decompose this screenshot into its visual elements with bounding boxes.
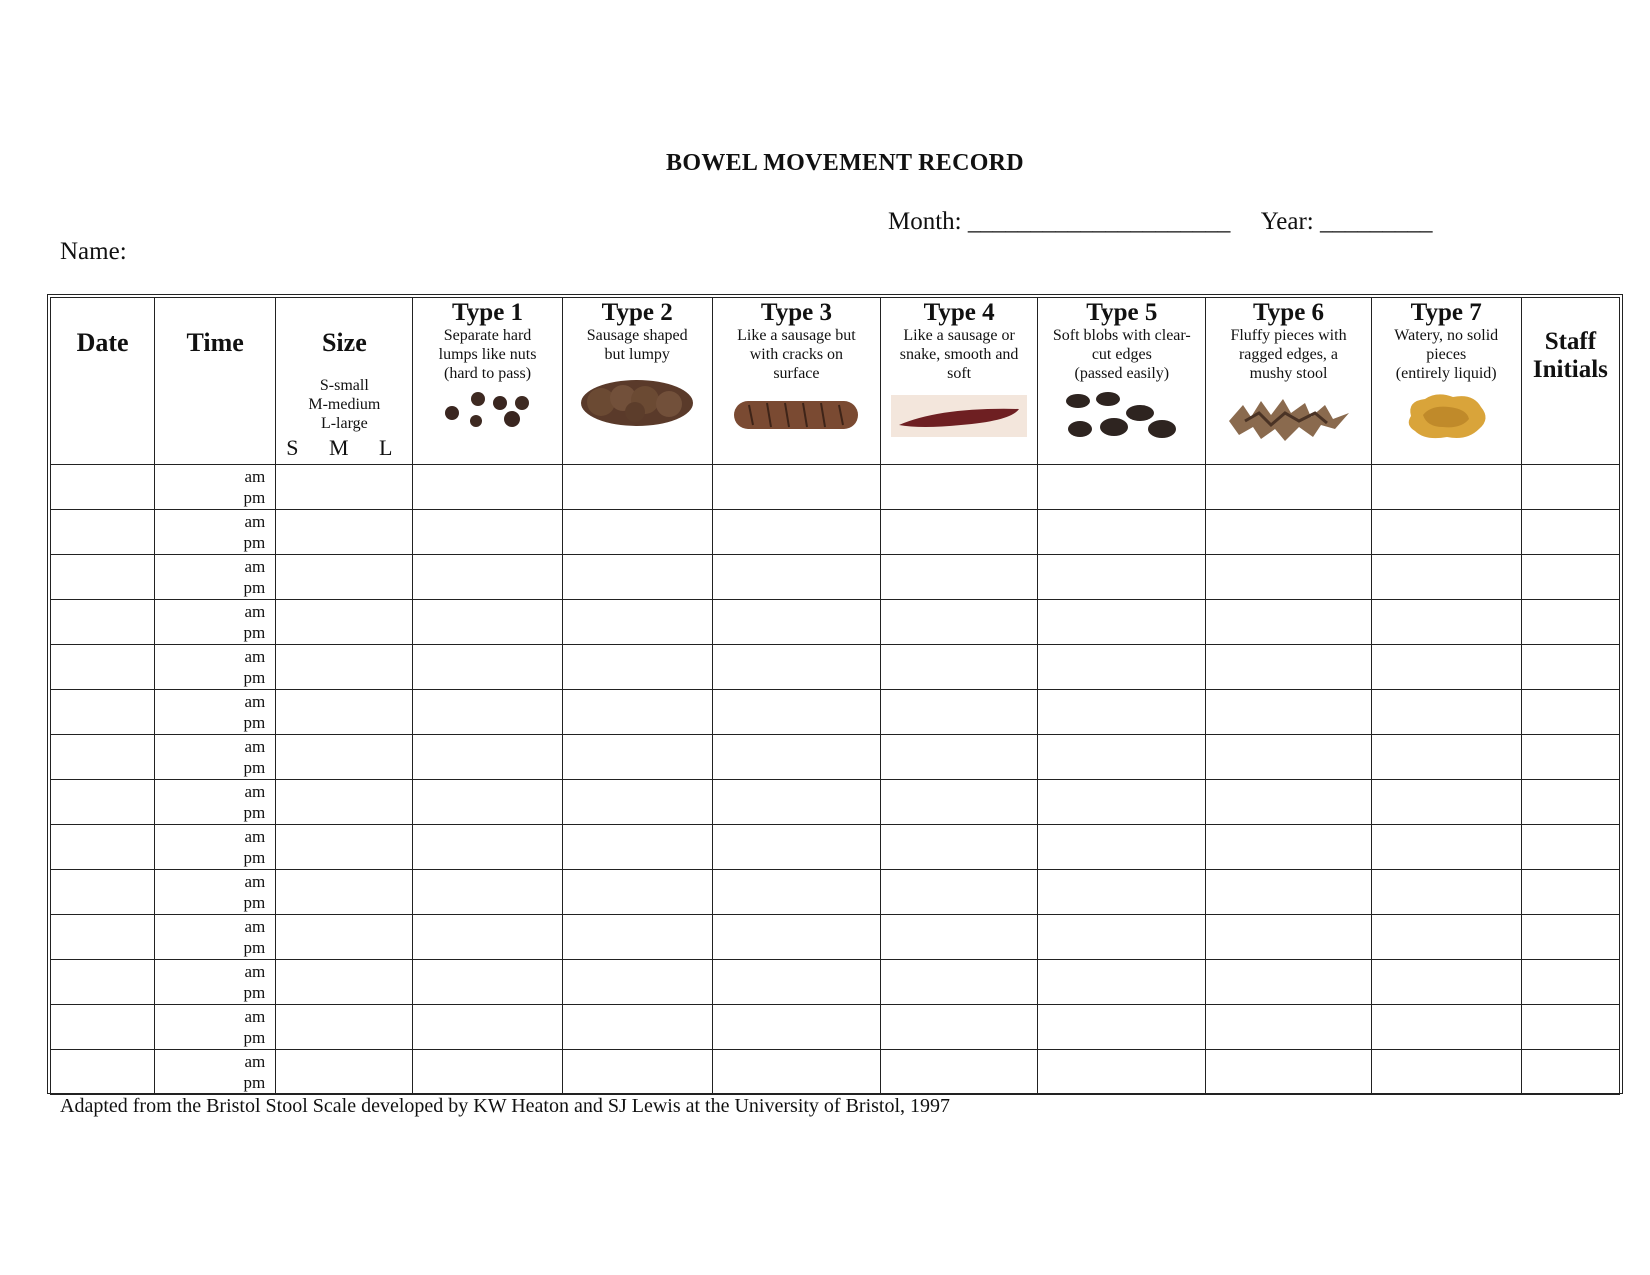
date-cell[interactable] xyxy=(51,510,155,555)
time-cell[interactable] xyxy=(155,870,276,915)
type-3-cell[interactable] xyxy=(712,825,880,870)
type-2-cell[interactable] xyxy=(562,555,712,600)
type-6-cell[interactable] xyxy=(1206,1050,1371,1095)
table-row xyxy=(51,1050,1620,1095)
smooth-snake-icon xyxy=(881,395,1037,442)
type-7-cell[interactable] xyxy=(1371,1050,1521,1095)
size-key: S-small M-medium L-large xyxy=(308,377,381,432)
type-3-cell[interactable] xyxy=(712,645,880,690)
table-row xyxy=(51,645,1620,690)
type-6-cell[interactable] xyxy=(1206,600,1371,645)
size-cell[interactable] xyxy=(276,690,413,735)
time-cell[interactable] xyxy=(155,1050,276,1095)
type-3-header: Type 3 Like a sausage but with cracks on surface xyxy=(712,298,880,465)
type-5-cell[interactable] xyxy=(1038,960,1206,1005)
date-cell[interactable] xyxy=(51,1050,155,1095)
type-4-cell[interactable] xyxy=(881,690,1038,735)
date-cell[interactable] xyxy=(51,960,155,1005)
time-cell[interactable] xyxy=(155,915,276,960)
type-7-cell[interactable] xyxy=(1371,825,1521,870)
type-7-cell[interactable] xyxy=(1371,735,1521,780)
type-4-cell[interactable] xyxy=(881,870,1038,915)
pm-label[interactable]: pm xyxy=(243,668,266,687)
type-1-cell[interactable] xyxy=(413,690,562,735)
record-table-frame xyxy=(47,294,1623,1094)
staff-initials-cell[interactable] xyxy=(1521,735,1619,780)
staff-initials-header: Staff Initials xyxy=(1521,298,1619,465)
time-cell[interactable] xyxy=(155,735,276,780)
type-3-cell[interactable] xyxy=(712,915,880,960)
type-6-cell[interactable] xyxy=(1206,1005,1371,1050)
page-title: BOWEL MOVEMENT RECORD xyxy=(666,150,1024,176)
size-cell[interactable] xyxy=(276,1005,413,1050)
type-6-cell[interactable] xyxy=(1206,915,1371,960)
type-5-cell[interactable] xyxy=(1038,555,1206,600)
type-6-cell[interactable] xyxy=(1206,690,1371,735)
date-cell[interactable] xyxy=(51,780,155,825)
type-4-header: Type 4 Like a sausage or snake, smooth and soft xyxy=(881,298,1038,465)
staff-initials-cell[interactable] xyxy=(1521,1050,1619,1095)
type-4-cell[interactable] xyxy=(881,600,1038,645)
staff-initials-cell[interactable] xyxy=(1521,780,1619,825)
type-5-cell[interactable] xyxy=(1038,870,1206,915)
type-4-cell[interactable] xyxy=(881,465,1038,510)
type-4-cell[interactable] xyxy=(881,915,1038,960)
name-label: Name: xyxy=(60,238,127,265)
type-7-header: Type 7 Watery, no solid pieces (entirely liquid) xyxy=(1371,298,1521,465)
fluffy-pieces-icon xyxy=(1206,391,1370,450)
am-label[interactable]: am xyxy=(244,962,266,981)
type-6-cell[interactable] xyxy=(1206,465,1371,510)
type-2-cell[interactable] xyxy=(562,1005,712,1050)
date-cell[interactable] xyxy=(51,735,155,780)
size-cell[interactable] xyxy=(276,510,413,555)
type-4-cell[interactable] xyxy=(881,780,1038,825)
type-6-cell[interactable] xyxy=(1206,870,1371,915)
table-row xyxy=(51,555,1620,600)
pm-label[interactable]: pm xyxy=(243,623,266,642)
size-cell[interactable] xyxy=(276,870,413,915)
pm-label[interactable]: pm xyxy=(243,803,266,822)
record-table xyxy=(50,297,1620,1095)
size-cell[interactable] xyxy=(276,600,413,645)
staff-initials-cell[interactable] xyxy=(1521,645,1619,690)
table-row xyxy=(51,780,1620,825)
type-7-cell[interactable] xyxy=(1371,555,1521,600)
staff-initials-cell[interactable] xyxy=(1521,870,1619,915)
pm-label[interactable]: pm xyxy=(243,758,266,777)
staff-initials-cell[interactable] xyxy=(1521,465,1619,510)
type-6-cell[interactable] xyxy=(1206,825,1371,870)
time-cell[interactable] xyxy=(155,825,276,870)
type-4-cell[interactable] xyxy=(881,960,1038,1005)
am-label[interactable]: am xyxy=(244,737,266,756)
type-4-cell[interactable] xyxy=(881,735,1038,780)
type-6-header: Type 6 Fluffy pieces with ragged edges, a mushy stool xyxy=(1206,298,1371,465)
am-label[interactable]: am xyxy=(244,647,266,666)
staff-initials-cell[interactable] xyxy=(1521,690,1619,735)
size-option-s: S xyxy=(286,435,299,460)
type-4-cell[interactable] xyxy=(881,1050,1038,1095)
type-1-cell[interactable] xyxy=(413,555,562,600)
table-row xyxy=(51,600,1620,645)
type-4-cell[interactable] xyxy=(881,1005,1038,1050)
cracked-sausage-icon xyxy=(713,395,880,440)
pm-label[interactable]: pm xyxy=(243,893,266,912)
type-7-cell[interactable] xyxy=(1371,600,1521,645)
type-2-cell[interactable] xyxy=(562,870,712,915)
am-label[interactable]: am xyxy=(244,1052,266,1071)
size-cell[interactable] xyxy=(276,645,413,690)
table-row xyxy=(51,510,1620,555)
date-cell[interactable] xyxy=(51,645,155,690)
date-cell[interactable] xyxy=(51,690,155,735)
type-1-cell[interactable] xyxy=(413,1050,562,1095)
size-cell[interactable] xyxy=(276,915,413,960)
size-cell[interactable] xyxy=(276,780,413,825)
type-3-cell[interactable] xyxy=(712,780,880,825)
type-5-cell[interactable] xyxy=(1038,510,1206,555)
size-cell[interactable] xyxy=(276,465,413,510)
hard-lumps-icon xyxy=(413,391,561,442)
type-5-cell[interactable] xyxy=(1038,600,1206,645)
size-cell[interactable] xyxy=(276,1050,413,1095)
type-4-cell[interactable] xyxy=(881,510,1038,555)
date-cell[interactable] xyxy=(51,555,155,600)
data-rows xyxy=(51,465,1620,1095)
time-cell[interactable] xyxy=(155,690,276,735)
date-cell[interactable] xyxy=(51,915,155,960)
type-6-cell[interactable] xyxy=(1206,555,1371,600)
type-7-cell[interactable] xyxy=(1371,1005,1521,1050)
table-row xyxy=(51,465,1620,510)
type-7-cell[interactable] xyxy=(1371,960,1521,1005)
type-2-cell[interactable] xyxy=(562,465,712,510)
type-2-cell[interactable] xyxy=(562,735,712,780)
am-label[interactable]: am xyxy=(244,557,266,576)
type-2-cell[interactable] xyxy=(562,645,712,690)
type-5-cell[interactable] xyxy=(1038,825,1206,870)
type-1-cell[interactable] xyxy=(413,915,562,960)
type-4-cell[interactable] xyxy=(881,555,1038,600)
type-2-cell[interactable] xyxy=(562,915,712,960)
date-cell[interactable] xyxy=(51,600,155,645)
type-5-cell[interactable] xyxy=(1038,1005,1206,1050)
am-label[interactable]: am xyxy=(244,512,266,531)
month-label: Month: xyxy=(888,208,962,235)
time-cell[interactable] xyxy=(155,465,276,510)
type-1-cell[interactable] xyxy=(413,1005,562,1050)
am-label[interactable]: am xyxy=(244,602,266,621)
table-row xyxy=(51,960,1620,1005)
table-row xyxy=(51,690,1620,735)
type-3-cell[interactable] xyxy=(712,690,880,735)
am-label[interactable]: am xyxy=(244,827,266,846)
month-year-line xyxy=(888,208,1432,236)
staff-initials-cell[interactable] xyxy=(1521,510,1619,555)
date-cell[interactable] xyxy=(51,465,155,510)
type-5-cell[interactable] xyxy=(1038,645,1206,690)
size-option-l: L xyxy=(378,435,393,460)
size-cell[interactable] xyxy=(276,960,413,1005)
table-row xyxy=(51,735,1620,780)
pm-label[interactable]: pm xyxy=(243,1073,266,1092)
time-cell[interactable] xyxy=(155,600,276,645)
lumpy-sausage-icon xyxy=(563,378,712,433)
staff-initials-cell[interactable] xyxy=(1521,600,1619,645)
type-4-cell[interactable] xyxy=(881,645,1038,690)
type-3-cell[interactable] xyxy=(712,1005,880,1050)
size-options xyxy=(276,435,412,461)
am-label[interactable]: am xyxy=(244,872,266,891)
type-1-cell[interactable] xyxy=(413,465,562,510)
type-7-cell[interactable] xyxy=(1371,870,1521,915)
am-label[interactable]: am xyxy=(244,782,266,801)
type-1-cell[interactable] xyxy=(413,960,562,1005)
type-6-cell[interactable] xyxy=(1206,735,1371,780)
staff-initials-cell[interactable] xyxy=(1521,960,1619,1005)
type-7-cell[interactable] xyxy=(1371,915,1521,960)
staff-initials-cell[interactable] xyxy=(1521,555,1619,600)
pm-label[interactable]: pm xyxy=(243,713,266,732)
time-cell[interactable] xyxy=(155,960,276,1005)
type-3-cell[interactable] xyxy=(712,870,880,915)
type-2-cell[interactable] xyxy=(562,960,712,1005)
size-cell[interactable] xyxy=(276,735,413,780)
pm-label[interactable]: pm xyxy=(243,488,266,507)
type-3-cell[interactable] xyxy=(712,1050,880,1095)
type-5-cell[interactable] xyxy=(1038,1050,1206,1095)
date-cell[interactable] xyxy=(51,870,155,915)
type-5-cell[interactable] xyxy=(1038,735,1206,780)
type-3-cell[interactable] xyxy=(712,960,880,1005)
soft-blobs-icon xyxy=(1038,391,1205,446)
type-4-cell[interactable] xyxy=(881,825,1038,870)
table-row xyxy=(51,825,1620,870)
table-row xyxy=(51,870,1620,915)
type-7-cell[interactable] xyxy=(1371,780,1521,825)
type-1-cell[interactable] xyxy=(413,780,562,825)
time-cell[interactable] xyxy=(155,555,276,600)
type-5-cell[interactable] xyxy=(1038,915,1206,960)
type-2-cell[interactable] xyxy=(562,1050,712,1095)
pm-label[interactable]: pm xyxy=(243,938,266,957)
type-5-cell[interactable] xyxy=(1038,465,1206,510)
type-3-cell[interactable] xyxy=(712,555,880,600)
type-2-cell[interactable] xyxy=(562,690,712,735)
size-cell[interactable] xyxy=(276,825,413,870)
type-6-cell[interactable] xyxy=(1206,780,1371,825)
size-header: Size S-small M-medium L-large S M L xyxy=(276,298,413,465)
type-2-cell[interactable] xyxy=(562,510,712,555)
date-cell[interactable] xyxy=(51,1005,155,1050)
type-1-cell[interactable] xyxy=(413,735,562,780)
staff-initials-cell[interactable] xyxy=(1521,825,1619,870)
type-1-header: Type 1 Separate hard lumps like nuts (hard to pass) xyxy=(413,298,562,465)
type-7-cell[interactable] xyxy=(1371,690,1521,735)
type-2-header: Type 2 Sausage shaped but lumpy xyxy=(562,298,712,465)
type-2-cell[interactable] xyxy=(562,600,712,645)
type-7-cell[interactable] xyxy=(1371,465,1521,510)
type-1-cell[interactable] xyxy=(413,510,562,555)
type-1-cell[interactable] xyxy=(413,645,562,690)
header-row xyxy=(51,298,1620,465)
pm-label[interactable]: pm xyxy=(243,983,266,1002)
pm-label[interactable]: pm xyxy=(243,848,266,867)
type-1-cell[interactable] xyxy=(413,825,562,870)
footer-citation: Adapted from the Bristol Stool Scale developed by KW Heaton and SJ Lewis at the University of Bristol, 1997 xyxy=(60,1095,951,1117)
month-field[interactable]: _____________________ xyxy=(967,208,1231,235)
type-7-cell[interactable] xyxy=(1371,510,1521,555)
time-cell[interactable] xyxy=(155,645,276,690)
pm-label[interactable]: pm xyxy=(243,578,266,597)
date-header: Date xyxy=(51,298,155,465)
time-header: Time xyxy=(155,298,276,465)
watery-liquid-icon xyxy=(1372,391,1521,446)
type-3-cell[interactable] xyxy=(712,600,880,645)
type-7-cell[interactable] xyxy=(1371,645,1521,690)
table-row xyxy=(51,1005,1620,1050)
size-cell[interactable] xyxy=(276,555,413,600)
am-label[interactable]: am xyxy=(244,467,266,486)
date-cell[interactable] xyxy=(51,825,155,870)
type-3-cell[interactable] xyxy=(712,510,880,555)
type-6-cell[interactable] xyxy=(1206,510,1371,555)
pm-label[interactable]: pm xyxy=(243,533,266,552)
year-field[interactable]: _________ xyxy=(1319,208,1433,235)
am-label[interactable]: am xyxy=(244,1007,266,1026)
time-cell[interactable] xyxy=(155,1005,276,1050)
year-label: Year: xyxy=(1260,208,1314,235)
type-3-cell[interactable] xyxy=(712,735,880,780)
type-5-header: Type 5 Soft blobs with clear- cut edges (passed easily) xyxy=(1038,298,1206,465)
am-label[interactable]: am xyxy=(244,917,266,936)
staff-initials-cell[interactable] xyxy=(1521,1005,1619,1050)
type-6-cell[interactable] xyxy=(1206,960,1371,1005)
type-5-cell[interactable] xyxy=(1038,690,1206,735)
type-1-cell[interactable] xyxy=(413,870,562,915)
type-6-cell[interactable] xyxy=(1206,645,1371,690)
table-row xyxy=(51,915,1620,960)
staff-initials-cell[interactable] xyxy=(1521,915,1619,960)
time-cell[interactable] xyxy=(155,510,276,555)
type-2-cell[interactable] xyxy=(562,780,712,825)
type-3-cell[interactable] xyxy=(712,465,880,510)
type-1-cell[interactable] xyxy=(413,600,562,645)
size-option-m: M xyxy=(328,435,349,460)
am-label[interactable]: am xyxy=(244,692,266,711)
type-5-cell[interactable] xyxy=(1038,780,1206,825)
pm-label[interactable]: pm xyxy=(243,1028,266,1047)
time-cell[interactable] xyxy=(155,780,276,825)
type-2-cell[interactable] xyxy=(562,825,712,870)
